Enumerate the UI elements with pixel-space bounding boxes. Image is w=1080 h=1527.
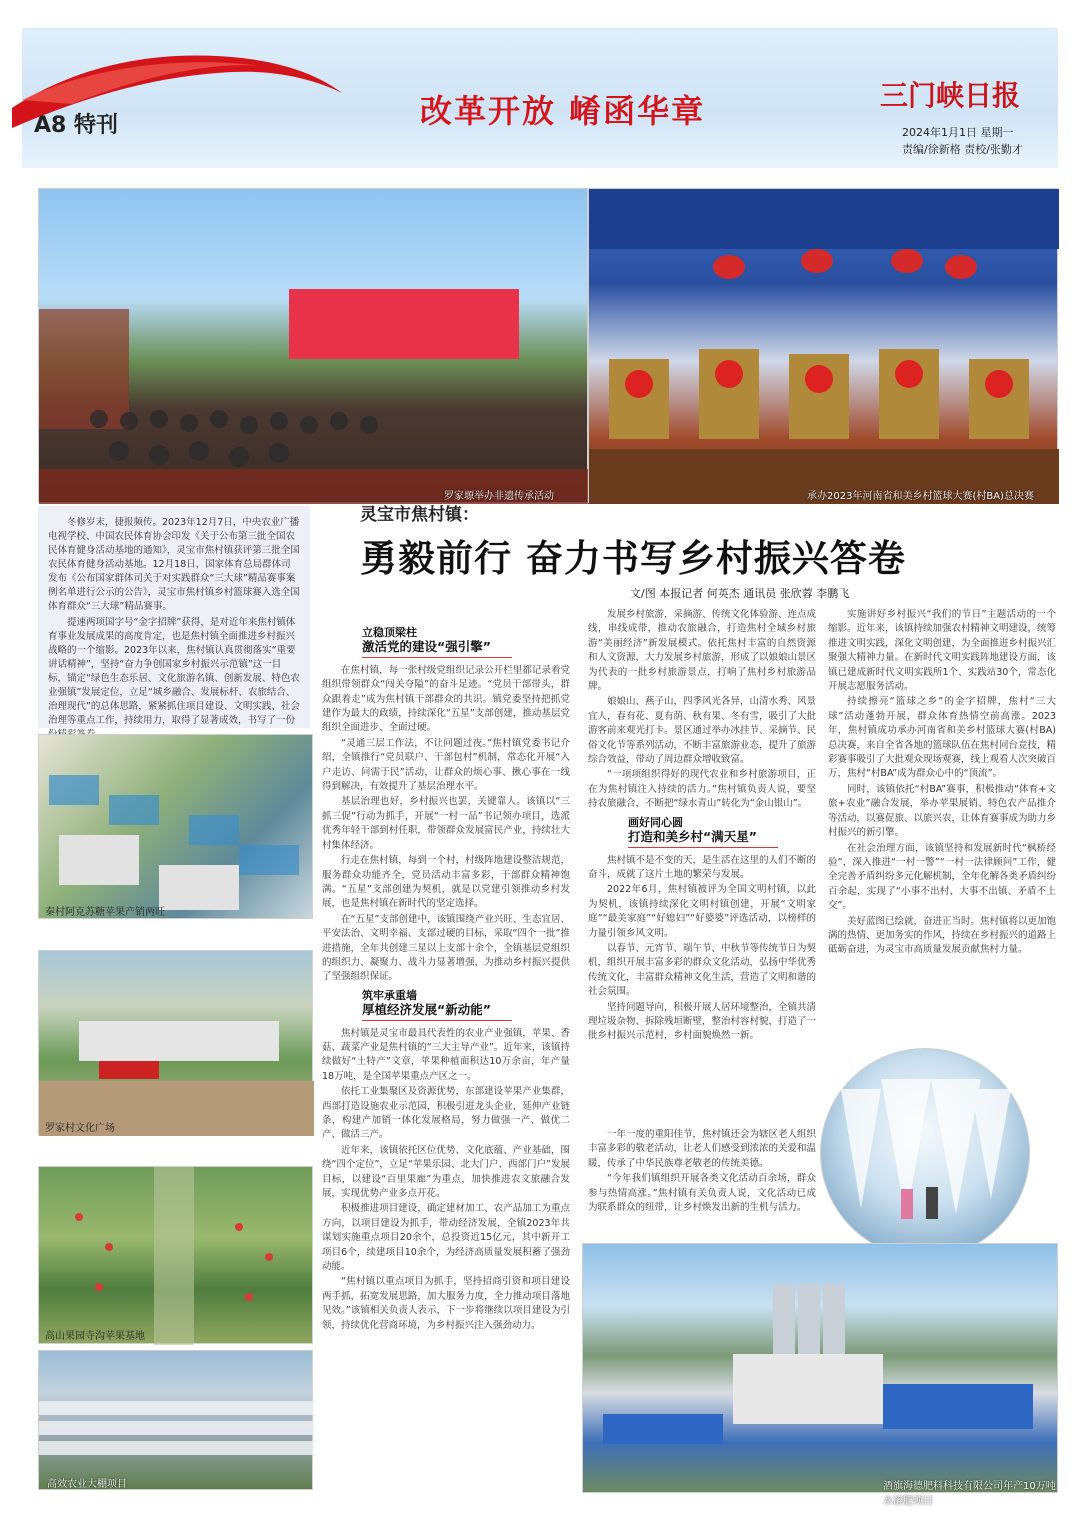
article-paragraph: “今年我们镇组织开展各类文化活动百余场，群众参与热情高涨。”焦村镇有关负责人说，文化活动已成为联系群众的纽带，让乡村焕发出新的生机与活力。	[588, 1173, 816, 1214]
article-paragraph: 基层治理也好，乡村振兴也罢，关键靠人。该镇以“三抓三促”行动为抓手，开展“一村一品”书记领办项目，选派优秀年轻干部到村任职，带领群众发展富民产业，持续壮大村集体经济。	[322, 796, 570, 851]
photo-ice-scenery	[820, 1048, 1030, 1258]
issue-date: 2024年1月1日 星期一	[902, 126, 1014, 139]
photo1-caption: 罗家塬举办非遗传承活动	[444, 491, 554, 502]
ice-scenery-illustration	[821, 1049, 1031, 1259]
article-paragraph: 娘娘山、燕子山，四季风光各异，山清水秀、风景宜人，春有花、夏有荫、秋有果、冬有雪，吸引了大批游客前来观光打卡。景区通过举办冰挂节、采摘节、民俗文化节等系列活动，不断丰富旅游业态，提升了旅游综合效益，带动了周边群众增收致富。	[588, 696, 817, 766]
intro-paragraph: 冬修岁末，捷报频传。2023年12月7日，中央农业广播电视学校、中国农民体育协会印发《关于公布第三批全国农民体育健身活动基地的通知》，灵宝市焦村镇获评第三批全国农民体育健身活动基地。12月18日，国家体育总局群体司发布《公布国家群体司关于对实践群众“三大球”精品赛事案例名单进行公示的公告》，灵宝市焦村镇乡村篮球赛入选全国体育群众“三大球”精品赛事。	[48, 517, 300, 612]
orchard-illustration	[39, 1167, 314, 1345]
left3-caption: 高山果园寺沟苹果基地	[45, 1331, 145, 1342]
photo2-caption: 承办2023年河南省和美乡村篮球大赛(村BA)总决赛	[807, 491, 1034, 502]
section-heading-economy	[322, 989, 570, 1021]
article-paragraph: “焦村镇以重点项目为抓手，坚持招商引资和项目建设两手抓，拓宽发展思路，加大服务力度，全力推动项目落地见效。”该镇相关负责人表示，下一步将继续以项目建设为引领，持续优化营商环境，为乡村振兴注入强劲动力。	[322, 1276, 570, 1331]
page-header	[22, 28, 1058, 168]
article-paragraph: 持续擦亮“篮球之乡”的金字招牌，焦村“三大球”活动蓬勃开展，群众体育热情空前高涨。2023年，焦村镇成功承办河南省和美乡村篮球大赛(村BA)总决赛，来自全省各地的篮球队伍在焦村同台竞技，精彩赛事吸引了大批观众现场观赛，线上观看人次突破百万，焦村“村BA”成为群众心中的“顶流”。	[828, 696, 1057, 780]
article-paragraph: 积极推进项目建设，确定建材加工、农产品加工为重点方向，以项目建设为抓手，带动经济发展，全镇2023年共谋划实施重点项目20余个，总投资近15亿元，其中新开工项目6个，续建项目10余个，为经济高质量发展积蓄了强劲动能。	[322, 1203, 570, 1273]
factory-illustration	[583, 1244, 1059, 1494]
article-title: 勇毅前行 奋力书写乡村振兴答卷	[360, 536, 906, 580]
article-paragraph: 坚持问题导向，积极开展人居环境整治，全镇共清理垃圾杂物、拆除残垣断壁，整治村容村貌，打造了一批乡村振兴示范村，乡村面貌焕然一新。	[588, 1001, 817, 1042]
newspaper-logo: 三门峡日报	[880, 79, 1021, 112]
page-number: A8 特刊	[34, 113, 118, 138]
article-paragraph: 同时，该镇依托“村BA”赛事，积极推动“体育+文旅+农业”融合发展，举办苹果展销、特色农产品推介等活动，以赛促旅、以旅兴农，让体育赛事成为助力乡村振兴的新引擎。	[828, 783, 1057, 839]
section-heading-line1: 立稳顶梁柱	[362, 626, 417, 639]
section-heading-line2: 厚植经济发展“新动能”	[362, 1003, 512, 1020]
photo-apple-sales	[38, 734, 313, 919]
article-column-2	[588, 608, 816, 1128]
article-paragraph: 一年一度的重阳佳节，焦村镇还会为辖区老人组织丰富多彩的敬老活动，让老人们感受到浓浓的关爱和温暖，传承了中华民族尊老敬老的传统美德。	[588, 1129, 817, 1169]
article-paragraph: 近年来，该镇依托区位优势、文化底蕴、产业基础，围绕“四个定位”，立足“苹果乐园、北大门户、西部门户”发展目标，以建设“百里果廊”为重点，加快推进农文旅融合发展，实现优势产业多点开花。	[322, 1144, 570, 1200]
greenhouse-illustration	[39, 1351, 314, 1491]
section-heading-village	[588, 816, 816, 848]
article-paragraph: 2022年6月，焦村镇被评为全国文明村镇，以此为契机，该镇持续深化文明村镇创建，开展“文明家庭”“最美家庭”“好媳妇”“好婆婆”评选活动，以榜样的力量引领乡风文明。	[588, 884, 816, 939]
section-heading-line1: 画好同心圆	[628, 815, 683, 829]
section-heading-line2: 打造和美乡村“满天星”	[628, 830, 778, 847]
photo-heritage-event	[38, 188, 588, 503]
article-kicker: 灵宝市焦村镇：	[360, 505, 479, 525]
article-paragraph: 焦村镇是灵宝市最具代表性的农业产业强镇，苹果、香菇、蔬菜产业是焦村镇的“三大主导产业”。近年来，该镇持续做好“土特产”文章，苹果种植面积达10万余亩，年产量18万吨，是全国苹果重点产区之一。	[322, 1027, 570, 1082]
intro-paragraph: 提速两项国字号“金字招牌”获得，是对近年来焦村镇体育事业发展成果的高度肯定，也是焦村镇全面推进乡村振兴战略的一个缩影。2023年以来，焦村镇认真贯彻落实“重要讲话精神”，坚持“奋力争创国家乡村振兴示范镇”这一目标，锚定“绿色生态乐居、文化旅游名镇、创新发展、特色农业强镇”发展定位，立足“城乡融合、发展标杆、农旅结合、治理现代”的总体思路，紧紧抓住项目建设、文明实践、社会治理等重点工作，持续用力，取得了显著成效，书写了一份	[48, 617, 300, 726]
photo-greenhouses	[38, 1350, 313, 1490]
article-paragraph: 在“五星”支部创建中，该镇围绕产业兴旺、生态宜居、平安法治、文明幸福、支部过硬的目标，采取“四个一批”推进措施，全年共创建三星以上支部十余个，全镇基层党组织的组织力、凝聚力、战斗力显著增强，为推动乡村振兴提供了坚强组织保证。	[322, 913, 570, 983]
intro-box	[38, 506, 310, 728]
article-paragraph: “一项项组织得好的现代农业和乡村旅游项目，正在为焦村镇注入持续的活力。”焦村镇负责人说，要坚持农旅融合，不断把“绿水青山”转化为“金山银山”。	[588, 769, 816, 810]
basketball-final-illustration	[589, 189, 1059, 504]
section-heading-line1: 筑牢承重墙	[362, 988, 417, 1002]
article-paragraph: 实施讲好乡村振兴“我们的节日”主题活动的一个缩影。近年来，该镇持续加强农村精神文明建设，统筹推进文明实践，深化文明创建，为全面推进乡村振兴汇聚强大精神力量。在新时代文明实践阵地建设方面，该镇已建成新时代文明实践所1个、实践站30个，常态化开展志愿服务活动。	[828, 609, 1057, 693]
article-column-3	[828, 608, 1056, 1053]
photo-fertilizer-factory	[582, 1243, 1058, 1507]
heritage-event-illustration	[39, 189, 589, 504]
article-paragraph: “灵通三层工作法，不让问题过夜。”焦村镇党委书记介绍，全镇推行“党员联户、干部包村”机制，常态化开展“入户走访、问需于民”活动，让群众的烦心事、揪心事在一线得到解决，有效提升了基层治理水平。	[322, 737, 570, 793]
factory-caption: 酒旗海德肥料科技有限公司年产10万吨水溶肥项目	[883, 1481, 1056, 1507]
photo-orchard	[38, 1166, 313, 1344]
left4-caption: 高效农业大棚项目	[47, 1479, 127, 1490]
editor-credits: 责编/徐新格 责校/张勤才	[902, 143, 1023, 156]
apple-sales-illustration	[39, 735, 314, 920]
article-column-2-continued	[588, 1128, 816, 1240]
article-paragraph: 焦村镇不是不变的天，是生活在这里的人们不断的奋斗，成就了这片土地的繁荣与发展。	[588, 854, 817, 880]
left2-caption: 罗家村文化广场	[45, 1123, 115, 1134]
article-paragraph: 在焦村镇，每一张村级党组织记录公开栏里都记录着党组织带领群众“闯关夺隘”的奋斗足迹。“党员干部带头，群众跟着走”成为焦村镇干部群众的共识。镇党委坚持把抓党建作为最大的政绩，持续深化“五星”支部创建，推动基层党组织全面进步、全面过硬。	[322, 664, 570, 734]
culture-square-illustration	[39, 951, 314, 1136]
article-column-1	[322, 622, 570, 1496]
article-paragraph: 美好蓝图已绘就，奋进正当时。焦村镇将以更加饱满的热情、更加务实的作风，持续在乡村振兴的道路上砥砺奋进，为灵宝市高质量发展贡献焦村力量。	[828, 915, 1057, 956]
newspaper-page	[22, 28, 1058, 1508]
article-paragraph: 行走在焦村镇，每到一个村，村级阵地建设整洁规范，服务群众功能齐全，党员活动丰富多彩，干部群众精神饱满。“五星”支部创建为契机，就是以党建引领推动乡村发展，也是焦村镇在新时代的坚定选择。	[322, 855, 570, 910]
left1-caption: 秦村阿克苏糖苹果产销两旺	[45, 907, 165, 918]
section-heading-line2: 激活党的建设“强引擎”	[362, 640, 512, 657]
article-paragraph: 发展乡村旅游，采摘游、传统文化体验游、连点成线，串线成带，推动农旅融合，打造焦村全域乡村旅游“美丽经济”新发展模式。依托焦村丰富的自然资源和人文资源，大力发展乡村旅游，形成了以娘娘山景区为代表的一批乡村旅游景点，打响了焦村乡村旅游品牌。	[588, 609, 817, 693]
article-paragraph: 在社会治理方面，该镇坚持和发展新时代“枫桥经验”，深入推进“一村一警”“一村一法律顾问”工作，健全完善矛盾纠纷多元化解机制，全年化解各类矛盾纠纷百余起，实现了“小事不出村、大事不出镇、矛盾不上交”。	[828, 842, 1057, 912]
article-paragraph: 以春节、元宵节、端午节、中秋节等传统节日为契机，组织开展丰富多彩的群众文化活动，弘扬中华优秀传统文化，丰富群众精神文化生活，营造了文明和谐的社会氛围。	[588, 942, 817, 998]
article-paragraph: 依托工业集聚区及资源优势，东部建设苹果产业集群，西部打造设施农业示范园，积极引进龙头企业，延伸产业链条，构建产加销一体化发展格局，努力做强一产、做优二产、做活三产。	[322, 1086, 570, 1141]
photo-culture-square	[38, 950, 313, 1135]
page-headline: 改革开放 崤函华章	[420, 92, 706, 130]
section-heading-party	[322, 626, 570, 658]
article-byline: 文/图 本报记者 何英杰 通讯员 张欣蓉 李鹏飞	[630, 587, 850, 600]
photo-basketball-final	[588, 188, 1058, 503]
